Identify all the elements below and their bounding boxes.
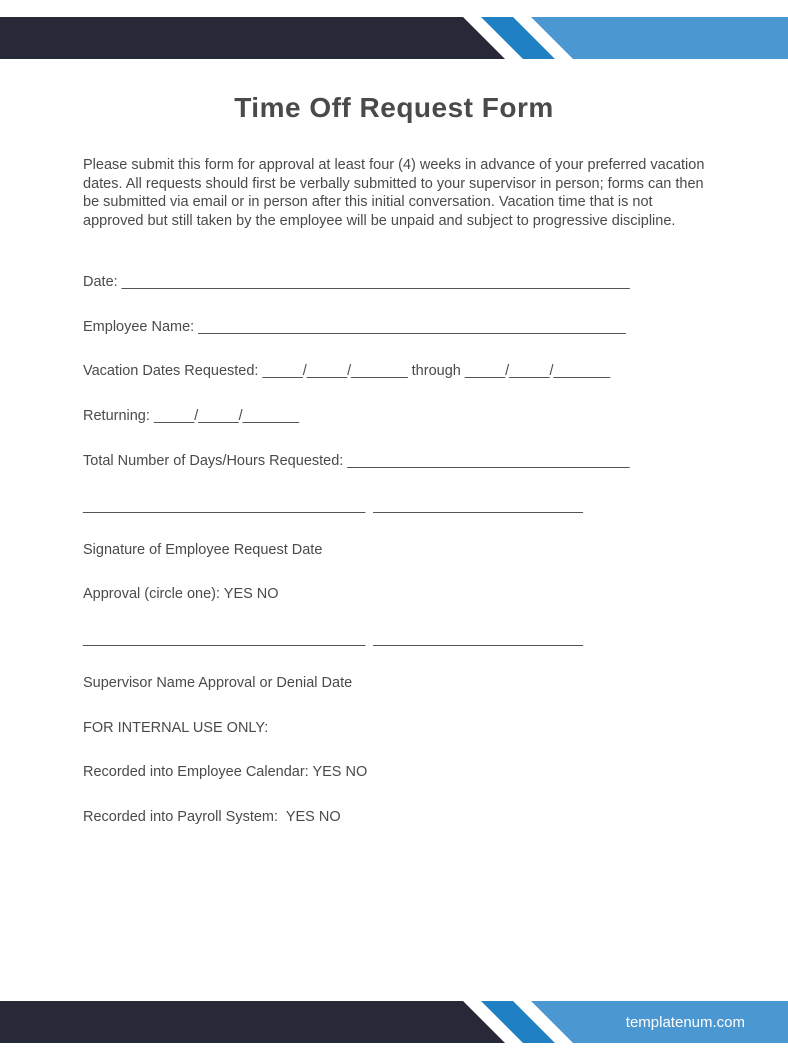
vacation-dates-field[interactable]: Vacation Dates Requested: _____/_____/_______ through _____/_____/_______ bbox=[83, 363, 611, 379]
date-field[interactable]: Date: _______________________________________________________________ bbox=[83, 274, 630, 290]
calendar-recorded-field: Recorded into Employee Calendar: YES NO bbox=[83, 764, 368, 780]
employee-signature-line[interactable]: ___________________________________ __________________________ bbox=[83, 498, 583, 514]
supervisor-signature-line[interactable]: ___________________________________ __________________________ bbox=[83, 631, 583, 647]
internal-use-heading: FOR INTERNAL USE ONLY: bbox=[83, 720, 269, 736]
payroll-recorded-field: Recorded into Payroll System: YES NO bbox=[83, 809, 341, 825]
page-title: Time Off Request Form bbox=[234, 92, 554, 123]
footer-website: templatenum.com bbox=[625, 1014, 745, 1031]
header-banner bbox=[0, 17, 788, 59]
intro-paragraph: Please submit this form for approval at least four (4) weeks in advance of your preferred vacation dates. All requests should first be verbally submitted to your supervisor in person; forms can then be submitted via email or in person after this initial conversation. Vacation time that is not approved but still taken by the employee will be unpaid and subject to progressive discipline. bbox=[83, 157, 705, 229]
employee-name-field[interactable]: Employee Name: _____________________________________________________ bbox=[83, 319, 626, 335]
supervisor-label: Supervisor Name Approval or Denial Date bbox=[83, 675, 353, 691]
footer-banner bbox=[0, 1001, 788, 1043]
total-days-field[interactable]: Total Number of Days/Hours Requested: ___________________________________ bbox=[83, 453, 630, 469]
returning-field[interactable]: Returning: _____/_____/_______ bbox=[83, 408, 300, 424]
signature-label: Signature of Employee Request Date bbox=[83, 542, 323, 558]
approval-field: Approval (circle one): YES NO bbox=[83, 586, 279, 602]
